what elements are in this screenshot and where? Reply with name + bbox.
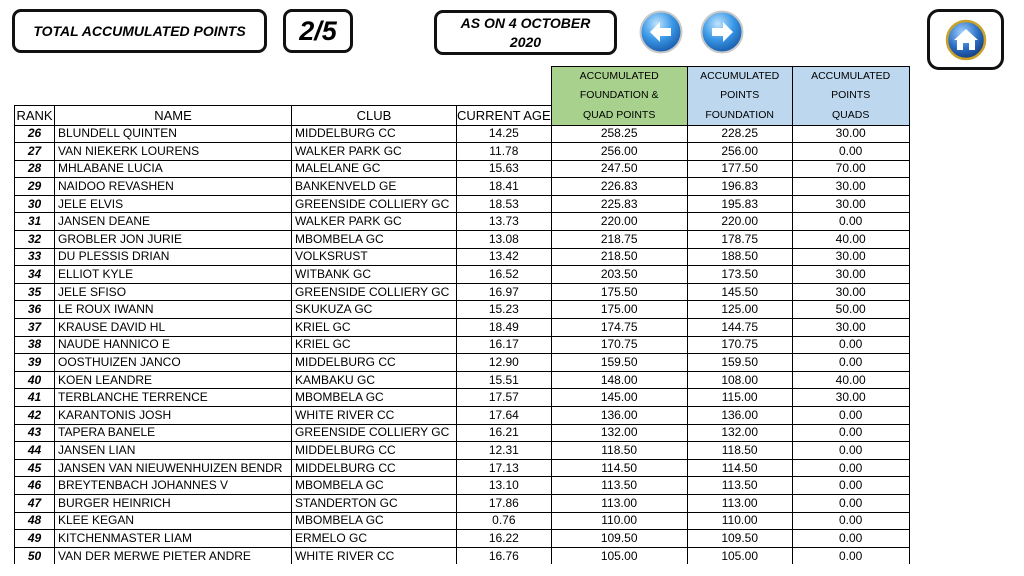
total-points-cell: 110.00 [551, 512, 687, 530]
table-row [15, 530, 910, 548]
rank-cell: 31 [15, 213, 55, 231]
name-cell: OOSTHUIZEN JANCO [55, 354, 292, 372]
club-cell: WALKER PARK GC [292, 213, 457, 231]
age-cell: 16.52 [457, 266, 552, 284]
foundation-points-cell: 110.00 [687, 512, 792, 530]
age-cell: 15.23 [457, 301, 552, 319]
table-row [15, 512, 910, 530]
foundation-points-cell: 178.75 [687, 231, 792, 249]
rank-cell: 48 [15, 512, 55, 530]
club-cell: SKUKUZA GC [292, 301, 457, 319]
home-icon [945, 19, 987, 61]
header-rank: RANK [15, 105, 55, 125]
rank-cell: 33 [15, 248, 55, 266]
club-cell: STANDERTON GC [292, 494, 457, 512]
table-row [15, 125, 910, 143]
quad-points-cell: 0.00 [792, 477, 909, 495]
name-cell: DU PLESSIS DRIAN [55, 248, 292, 266]
quad-points-cell: 0.00 [792, 442, 909, 460]
foundation-points-cell: 115.00 [687, 389, 792, 407]
foundation-points-cell: 145.50 [687, 283, 792, 301]
club-cell: MIDDELBURG CC [292, 354, 457, 372]
foundation-points-cell: 188.50 [687, 248, 792, 266]
rank-cell: 28 [15, 160, 55, 178]
table-row [15, 160, 910, 178]
rank-cell: 49 [15, 530, 55, 548]
name-cell: JANSEN DEANE [55, 213, 292, 231]
quad-points-cell: 0.00 [792, 494, 909, 512]
quad-points-cell: 0.00 [792, 424, 909, 442]
quad-points-cell: 70.00 [792, 160, 909, 178]
table-row [15, 459, 910, 477]
name-cell: JANSEN LIAN [55, 442, 292, 460]
rank-cell: 37 [15, 319, 55, 337]
name-cell: KLEE KEGAN [55, 512, 292, 530]
date-box [434, 10, 617, 55]
foundation-points-cell: 177.50 [687, 160, 792, 178]
club-cell: MALELANE GC [292, 160, 457, 178]
age-cell: 11.78 [457, 143, 552, 161]
foundation-points-cell: 195.83 [687, 195, 792, 213]
foundation-points-cell: 159.50 [687, 354, 792, 372]
rank-cell: 42 [15, 407, 55, 425]
age-cell: 13.42 [457, 248, 552, 266]
club-cell: WALKER PARK GC [292, 143, 457, 161]
quad-points-cell: 30.00 [792, 125, 909, 143]
page-indicator [283, 9, 353, 53]
club-cell: MBOMBELA GC [292, 231, 457, 249]
name-cell: JANSEN VAN NIEUWENHUIZEN BENDR [55, 459, 292, 477]
age-cell: 18.49 [457, 319, 552, 337]
table-row [15, 424, 910, 442]
total-points-cell: 118.50 [551, 442, 687, 460]
total-points-cell: 218.75 [551, 231, 687, 249]
quad-points-cell: 30.00 [792, 266, 909, 284]
rank-cell: 46 [15, 477, 55, 495]
table-row [15, 442, 910, 460]
rank-cell: 40 [15, 371, 55, 389]
table-row [15, 213, 910, 231]
name-cell: LE ROUX IWANN [55, 301, 292, 319]
foundation-points-cell: 173.50 [687, 266, 792, 284]
quad-points-cell: 40.00 [792, 371, 909, 389]
name-cell: NAUDE HANNICO E [55, 336, 292, 354]
name-cell: TERBLANCHE TERRENCE [55, 389, 292, 407]
name-cell: BURGER HEINRICH [55, 494, 292, 512]
age-cell: 17.64 [457, 407, 552, 425]
total-points-cell: 220.00 [551, 213, 687, 231]
name-cell: ELLIOT KYLE [55, 266, 292, 284]
age-cell: 13.73 [457, 213, 552, 231]
age-cell: 16.22 [457, 530, 552, 548]
header-name: NAME [55, 105, 292, 125]
total-points-cell: 136.00 [551, 407, 687, 425]
table-row [15, 301, 910, 319]
foundation-points-cell: 114.50 [687, 459, 792, 477]
quad-points-cell: 30.00 [792, 195, 909, 213]
age-cell: 15.63 [457, 160, 552, 178]
rank-cell: 34 [15, 266, 55, 284]
name-cell: BREYTENBACH JOHANNES V [55, 477, 292, 495]
next-page-button[interactable] [700, 10, 744, 54]
foundation-points-cell: 108.00 [687, 371, 792, 389]
rank-cell: 39 [15, 354, 55, 372]
total-points-cell: 132.00 [551, 424, 687, 442]
age-cell: 16.21 [457, 424, 552, 442]
rank-cell: 38 [15, 336, 55, 354]
foundation-points-cell: 136.00 [687, 407, 792, 425]
club-cell: WHITE RIVER CC [292, 547, 457, 564]
total-points-cell: 114.50 [551, 459, 687, 477]
quad-points-cell: 30.00 [792, 389, 909, 407]
date-line-2: 2020 [509, 33, 542, 50]
foundation-points-cell: 113.50 [687, 477, 792, 495]
name-cell: KITCHENMASTER LIAM [55, 530, 292, 548]
total-points-cell: 175.50 [551, 283, 687, 301]
total-points-cell: 174.75 [551, 319, 687, 337]
table-row [15, 248, 910, 266]
age-cell: 16.97 [457, 283, 552, 301]
club-cell: MIDDELBURG CC [292, 459, 457, 477]
rank-cell: 35 [15, 283, 55, 301]
foundation-points-cell: 196.83 [687, 178, 792, 196]
arrow-right-icon [700, 10, 744, 54]
table-row [15, 477, 910, 495]
header-quad-points-l3: QUADS [792, 105, 909, 125]
quad-points-cell: 0.00 [792, 459, 909, 477]
quad-points-cell: 30.00 [792, 319, 909, 337]
header-foundation-points-l3: FOUNDATION [687, 105, 792, 125]
quad-points-cell: 0.00 [792, 213, 909, 231]
total-points-cell: 225.83 [551, 195, 687, 213]
quad-points-cell: 0.00 [792, 547, 909, 564]
quad-points-cell: 30.00 [792, 283, 909, 301]
total-points-cell: 105.00 [551, 547, 687, 564]
header-club: CLUB [292, 105, 457, 125]
age-cell: 13.10 [457, 477, 552, 495]
name-cell: KARANTONIS JOSH [55, 407, 292, 425]
foundation-points-cell: 256.00 [687, 143, 792, 161]
page-title-box [12, 9, 267, 53]
rank-cell: 45 [15, 459, 55, 477]
club-cell: WHITE RIVER CC [292, 407, 457, 425]
club-cell: BANKENVELD GE [292, 178, 457, 196]
total-points-cell: 203.50 [551, 266, 687, 284]
quad-points-cell: 0.00 [792, 143, 909, 161]
header-total-points: ACCUMULATED FOUNDATION & [551, 67, 687, 106]
table-row [15, 494, 910, 512]
table-row [15, 547, 910, 564]
foundation-points-cell: 144.75 [687, 319, 792, 337]
quad-points-cell: 30.00 [792, 178, 909, 196]
name-cell: VAN NIEKERK LOURENS [55, 143, 292, 161]
name-cell: TAPERA BANELE [55, 424, 292, 442]
header-foundation-points: ACCUMULATED POINTS [687, 67, 792, 106]
age-cell: 18.53 [457, 195, 552, 213]
age-cell: 14.25 [457, 125, 552, 143]
age-cell: 18.41 [457, 178, 552, 196]
rank-cell: 44 [15, 442, 55, 460]
page-title: TOTAL ACCUMULATED POINTS [33, 23, 246, 39]
table-row [15, 195, 910, 213]
name-cell: KOEN LEANDRE [55, 371, 292, 389]
table-row [15, 319, 910, 337]
table-row [15, 371, 910, 389]
age-cell: 12.90 [457, 354, 552, 372]
club-cell: GREENSIDE COLLIERY GC [292, 283, 457, 301]
club-cell: KAMBAKU GC [292, 371, 457, 389]
page-number: 2/5 [299, 15, 337, 46]
name-cell: VAN DER MERWE PIETER ANDRE [55, 547, 292, 564]
home-button[interactable] [927, 9, 1004, 70]
foundation-points-cell: 105.00 [687, 547, 792, 564]
club-cell: KRIEL GC [292, 336, 457, 354]
age-cell: 15.51 [457, 371, 552, 389]
rank-cell: 29 [15, 178, 55, 196]
total-points-cell: 247.50 [551, 160, 687, 178]
quad-points-cell: 0.00 [792, 354, 909, 372]
club-cell: MBOMBELA GC [292, 389, 457, 407]
club-cell: GREENSIDE COLLIERY GC [292, 195, 457, 213]
total-points-cell: 226.83 [551, 178, 687, 196]
table-row [15, 266, 910, 284]
foundation-points-cell: 220.00 [687, 213, 792, 231]
rank-cell: 26 [15, 125, 55, 143]
table-row [15, 354, 910, 372]
arrow-left-icon [639, 10, 683, 54]
name-cell: NAIDOO REVASHEN [55, 178, 292, 196]
total-points-cell: 159.50 [551, 354, 687, 372]
age-cell: 17.13 [457, 459, 552, 477]
club-cell: ERMELO GC [292, 530, 457, 548]
total-points-cell: 113.00 [551, 494, 687, 512]
table-row [15, 143, 910, 161]
rank-cell: 43 [15, 424, 55, 442]
total-points-cell: 148.00 [551, 371, 687, 389]
name-cell: KRAUSE DAVID HL [55, 319, 292, 337]
quad-points-cell: 50.00 [792, 301, 909, 319]
quad-points-cell: 0.00 [792, 336, 909, 354]
points-table [14, 66, 910, 564]
quad-points-cell: 30.00 [792, 248, 909, 266]
header-quad-points: ACCUMULATED POINTS [792, 67, 909, 106]
age-cell: 17.86 [457, 494, 552, 512]
age-cell: 17.57 [457, 389, 552, 407]
total-points-cell: 113.50 [551, 477, 687, 495]
foundation-points-cell: 228.25 [687, 125, 792, 143]
rank-cell: 36 [15, 301, 55, 319]
club-cell: VOLKSRUST [292, 248, 457, 266]
total-points-cell: 218.50 [551, 248, 687, 266]
club-cell: MBOMBELA GC [292, 477, 457, 495]
rank-cell: 47 [15, 494, 55, 512]
club-cell: WITBANK GC [292, 266, 457, 284]
header-current-age: CURRENT AGE [457, 105, 552, 125]
table-body [15, 125, 910, 564]
age-cell: 13.08 [457, 231, 552, 249]
table-row [15, 389, 910, 407]
rank-cell: 30 [15, 195, 55, 213]
foundation-points-cell: 109.50 [687, 530, 792, 548]
name-cell: BLUNDELL QUINTEN [55, 125, 292, 143]
points-table-container [14, 66, 910, 564]
foundation-points-cell: 125.00 [687, 301, 792, 319]
table-row [15, 231, 910, 249]
date-line-1: AS ON 4 OCTOBER [460, 14, 591, 31]
quad-points-cell: 0.00 [792, 530, 909, 548]
total-points-cell: 170.75 [551, 336, 687, 354]
rank-cell: 41 [15, 389, 55, 407]
age-cell: 12.31 [457, 442, 552, 460]
previous-page-button[interactable] [639, 10, 683, 54]
age-cell: 16.76 [457, 547, 552, 564]
total-points-cell: 145.00 [551, 389, 687, 407]
total-points-cell: 175.00 [551, 301, 687, 319]
header-total-points-l3: QUAD POINTS [551, 105, 687, 125]
quad-points-cell: 0.00 [792, 512, 909, 530]
quad-points-cell: 40.00 [792, 231, 909, 249]
club-cell: MIDDELBURG CC [292, 125, 457, 143]
table-row [15, 283, 910, 301]
foundation-points-cell: 170.75 [687, 336, 792, 354]
quad-points-cell: 0.00 [792, 407, 909, 425]
table-row [15, 336, 910, 354]
club-cell: MBOMBELA GC [292, 512, 457, 530]
age-cell: 0.76 [457, 512, 552, 530]
club-cell: GREENSIDE COLLIERY GC [292, 424, 457, 442]
rank-cell: 50 [15, 547, 55, 564]
club-cell: KRIEL GC [292, 319, 457, 337]
name-cell: MHLABANE LUCIA [55, 160, 292, 178]
table-row [15, 178, 910, 196]
foundation-points-cell: 113.00 [687, 494, 792, 512]
rank-cell: 32 [15, 231, 55, 249]
rank-cell: 27 [15, 143, 55, 161]
name-cell: JELE SFISO [55, 283, 292, 301]
age-cell: 16.17 [457, 336, 552, 354]
total-points-cell: 258.25 [551, 125, 687, 143]
foundation-points-cell: 118.50 [687, 442, 792, 460]
club-cell: MIDDELBURG CC [292, 442, 457, 460]
total-points-cell: 256.00 [551, 143, 687, 161]
table-row [15, 407, 910, 425]
foundation-points-cell: 132.00 [687, 424, 792, 442]
total-points-cell: 109.50 [551, 530, 687, 548]
name-cell: GROBLER JON JURIE [55, 231, 292, 249]
name-cell: JELE ELVIS [55, 195, 292, 213]
